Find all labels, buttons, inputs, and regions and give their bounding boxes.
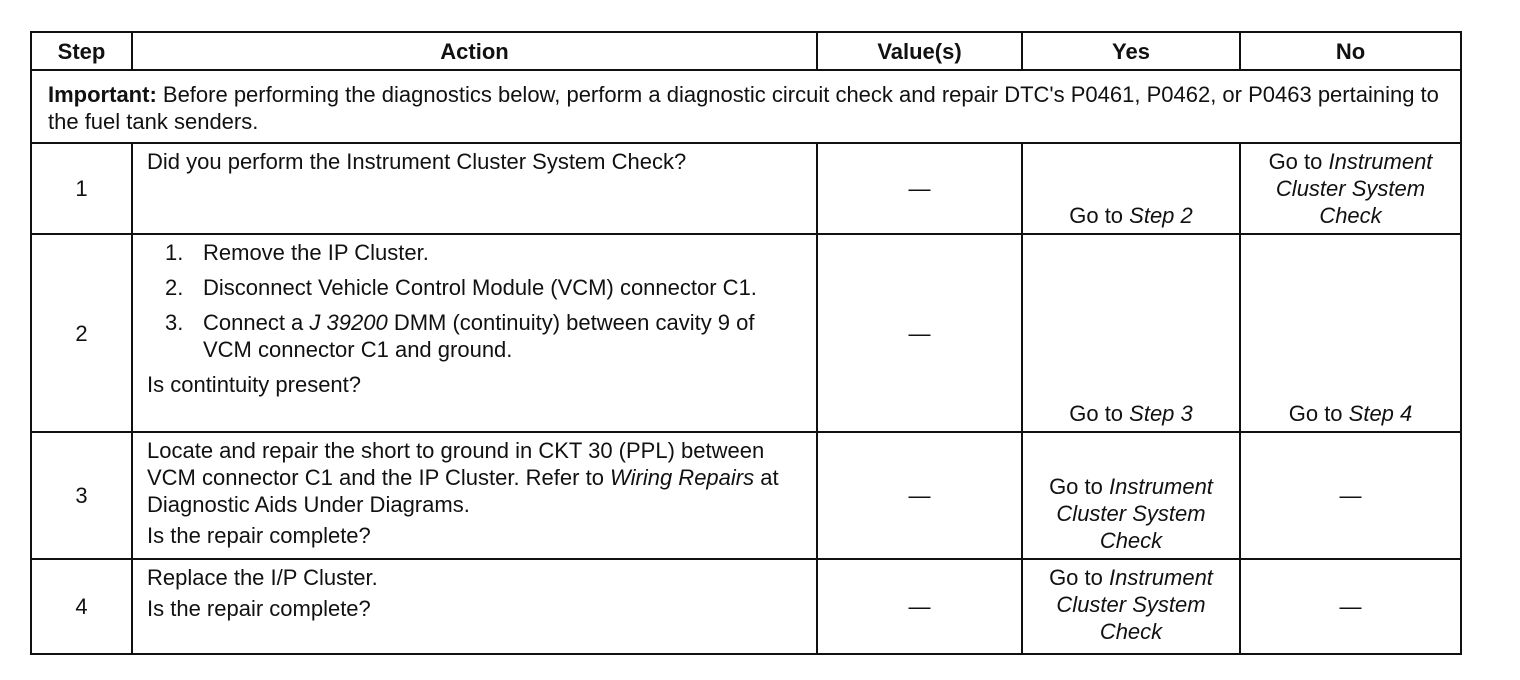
yes-cell	[1022, 432, 1240, 559]
value-cell: —	[817, 432, 1022, 559]
important-note	[31, 70, 1461, 143]
list-item	[165, 309, 806, 363]
no-link[interactable]: Step 4	[1348, 401, 1413, 426]
item-number: 2.	[165, 275, 184, 300]
no-cell	[1240, 234, 1461, 432]
yes-prefix: Go to	[1049, 474, 1109, 499]
step-number: 3	[31, 432, 132, 559]
yes-link[interactable]: Step 2	[1129, 203, 1193, 228]
step-number: 4	[31, 559, 132, 654]
action-text	[147, 437, 806, 518]
yes-cell	[1022, 143, 1240, 234]
action-question: Is contintuity present?	[147, 372, 362, 397]
item-text-pre: Connect a	[203, 310, 310, 335]
step-number: 1	[31, 143, 132, 234]
action-text: Replace the I/P Cluster.	[147, 565, 378, 590]
table-row	[31, 143, 1461, 234]
header-action: Action	[132, 32, 817, 70]
value-cell: —	[817, 234, 1022, 432]
yes-prefix: Go to	[1069, 203, 1130, 228]
yes-prefix: Go to	[1069, 401, 1130, 426]
no-cell: —	[1240, 432, 1461, 559]
yes-prefix: Go to	[1049, 565, 1109, 590]
action-cell	[132, 559, 817, 654]
header-row	[31, 32, 1461, 70]
value-cell: —	[817, 559, 1022, 654]
action-cell	[132, 143, 817, 234]
action-cell	[132, 234, 817, 432]
list-item	[165, 239, 806, 266]
header-values: Value(s)	[817, 32, 1022, 70]
value-cell: —	[817, 143, 1022, 234]
no-link[interactable]: Instrument Cluster System Check	[1275, 149, 1433, 228]
yes-cell	[1022, 559, 1240, 654]
important-text: Before performing the diagnostics below, perform a diagnostic circuit check and repair DTC's P0461, P0462, or P0463 pertaining to the fuel tank senders.	[48, 82, 1439, 134]
action-text-post: at Diagnostic Aids Under Diagrams.	[147, 465, 779, 517]
header-yes: Yes	[1022, 32, 1240, 70]
important-row	[31, 70, 1461, 143]
yes-link[interactable]: Step 3	[1129, 401, 1193, 426]
diagnostic-table	[30, 31, 1462, 655]
tool-reference: J 39200	[309, 310, 388, 335]
wiring-repairs-link[interactable]: Wiring Repairs	[610, 465, 755, 490]
table-row	[31, 559, 1461, 654]
no-prefix: Go to	[1288, 401, 1349, 426]
action-steps-list	[147, 239, 806, 363]
table-row	[31, 234, 1461, 432]
no-cell: —	[1240, 559, 1461, 654]
yes-link[interactable]: Instrument Cluster System Check	[1056, 474, 1213, 553]
no-cell	[1240, 143, 1461, 234]
action-question: Is the repair complete?	[147, 596, 371, 621]
action-question: Did you perform the Instrument Cluster System Check?	[147, 149, 687, 174]
item-text-post: DMM (continuity) between cavity 9 of VCM connector C1 and ground.	[203, 310, 755, 362]
list-item	[165, 274, 806, 301]
header-step: Step	[31, 32, 132, 70]
step-number: 2	[31, 234, 132, 432]
item-number: 3.	[165, 310, 184, 335]
important-label: Important:	[48, 82, 157, 107]
yes-cell	[1022, 234, 1240, 432]
action-text-pre: Locate and repair the short to ground in CKT 30 (PPL) between VCM connector C1 and the IP Cluster. Refer to	[147, 438, 765, 490]
item-text: Remove the IP Cluster.	[203, 240, 429, 265]
action-cell	[132, 432, 817, 559]
table-row	[31, 432, 1461, 559]
item-number: 1.	[165, 240, 184, 265]
no-prefix: Go to	[1268, 149, 1329, 174]
header-no: No	[1240, 32, 1461, 70]
yes-link[interactable]: Instrument Cluster System Check	[1056, 565, 1213, 644]
item-text: Disconnect Vehicle Control Module (VCM) connector C1.	[203, 275, 757, 300]
action-question: Is the repair complete?	[147, 523, 371, 548]
